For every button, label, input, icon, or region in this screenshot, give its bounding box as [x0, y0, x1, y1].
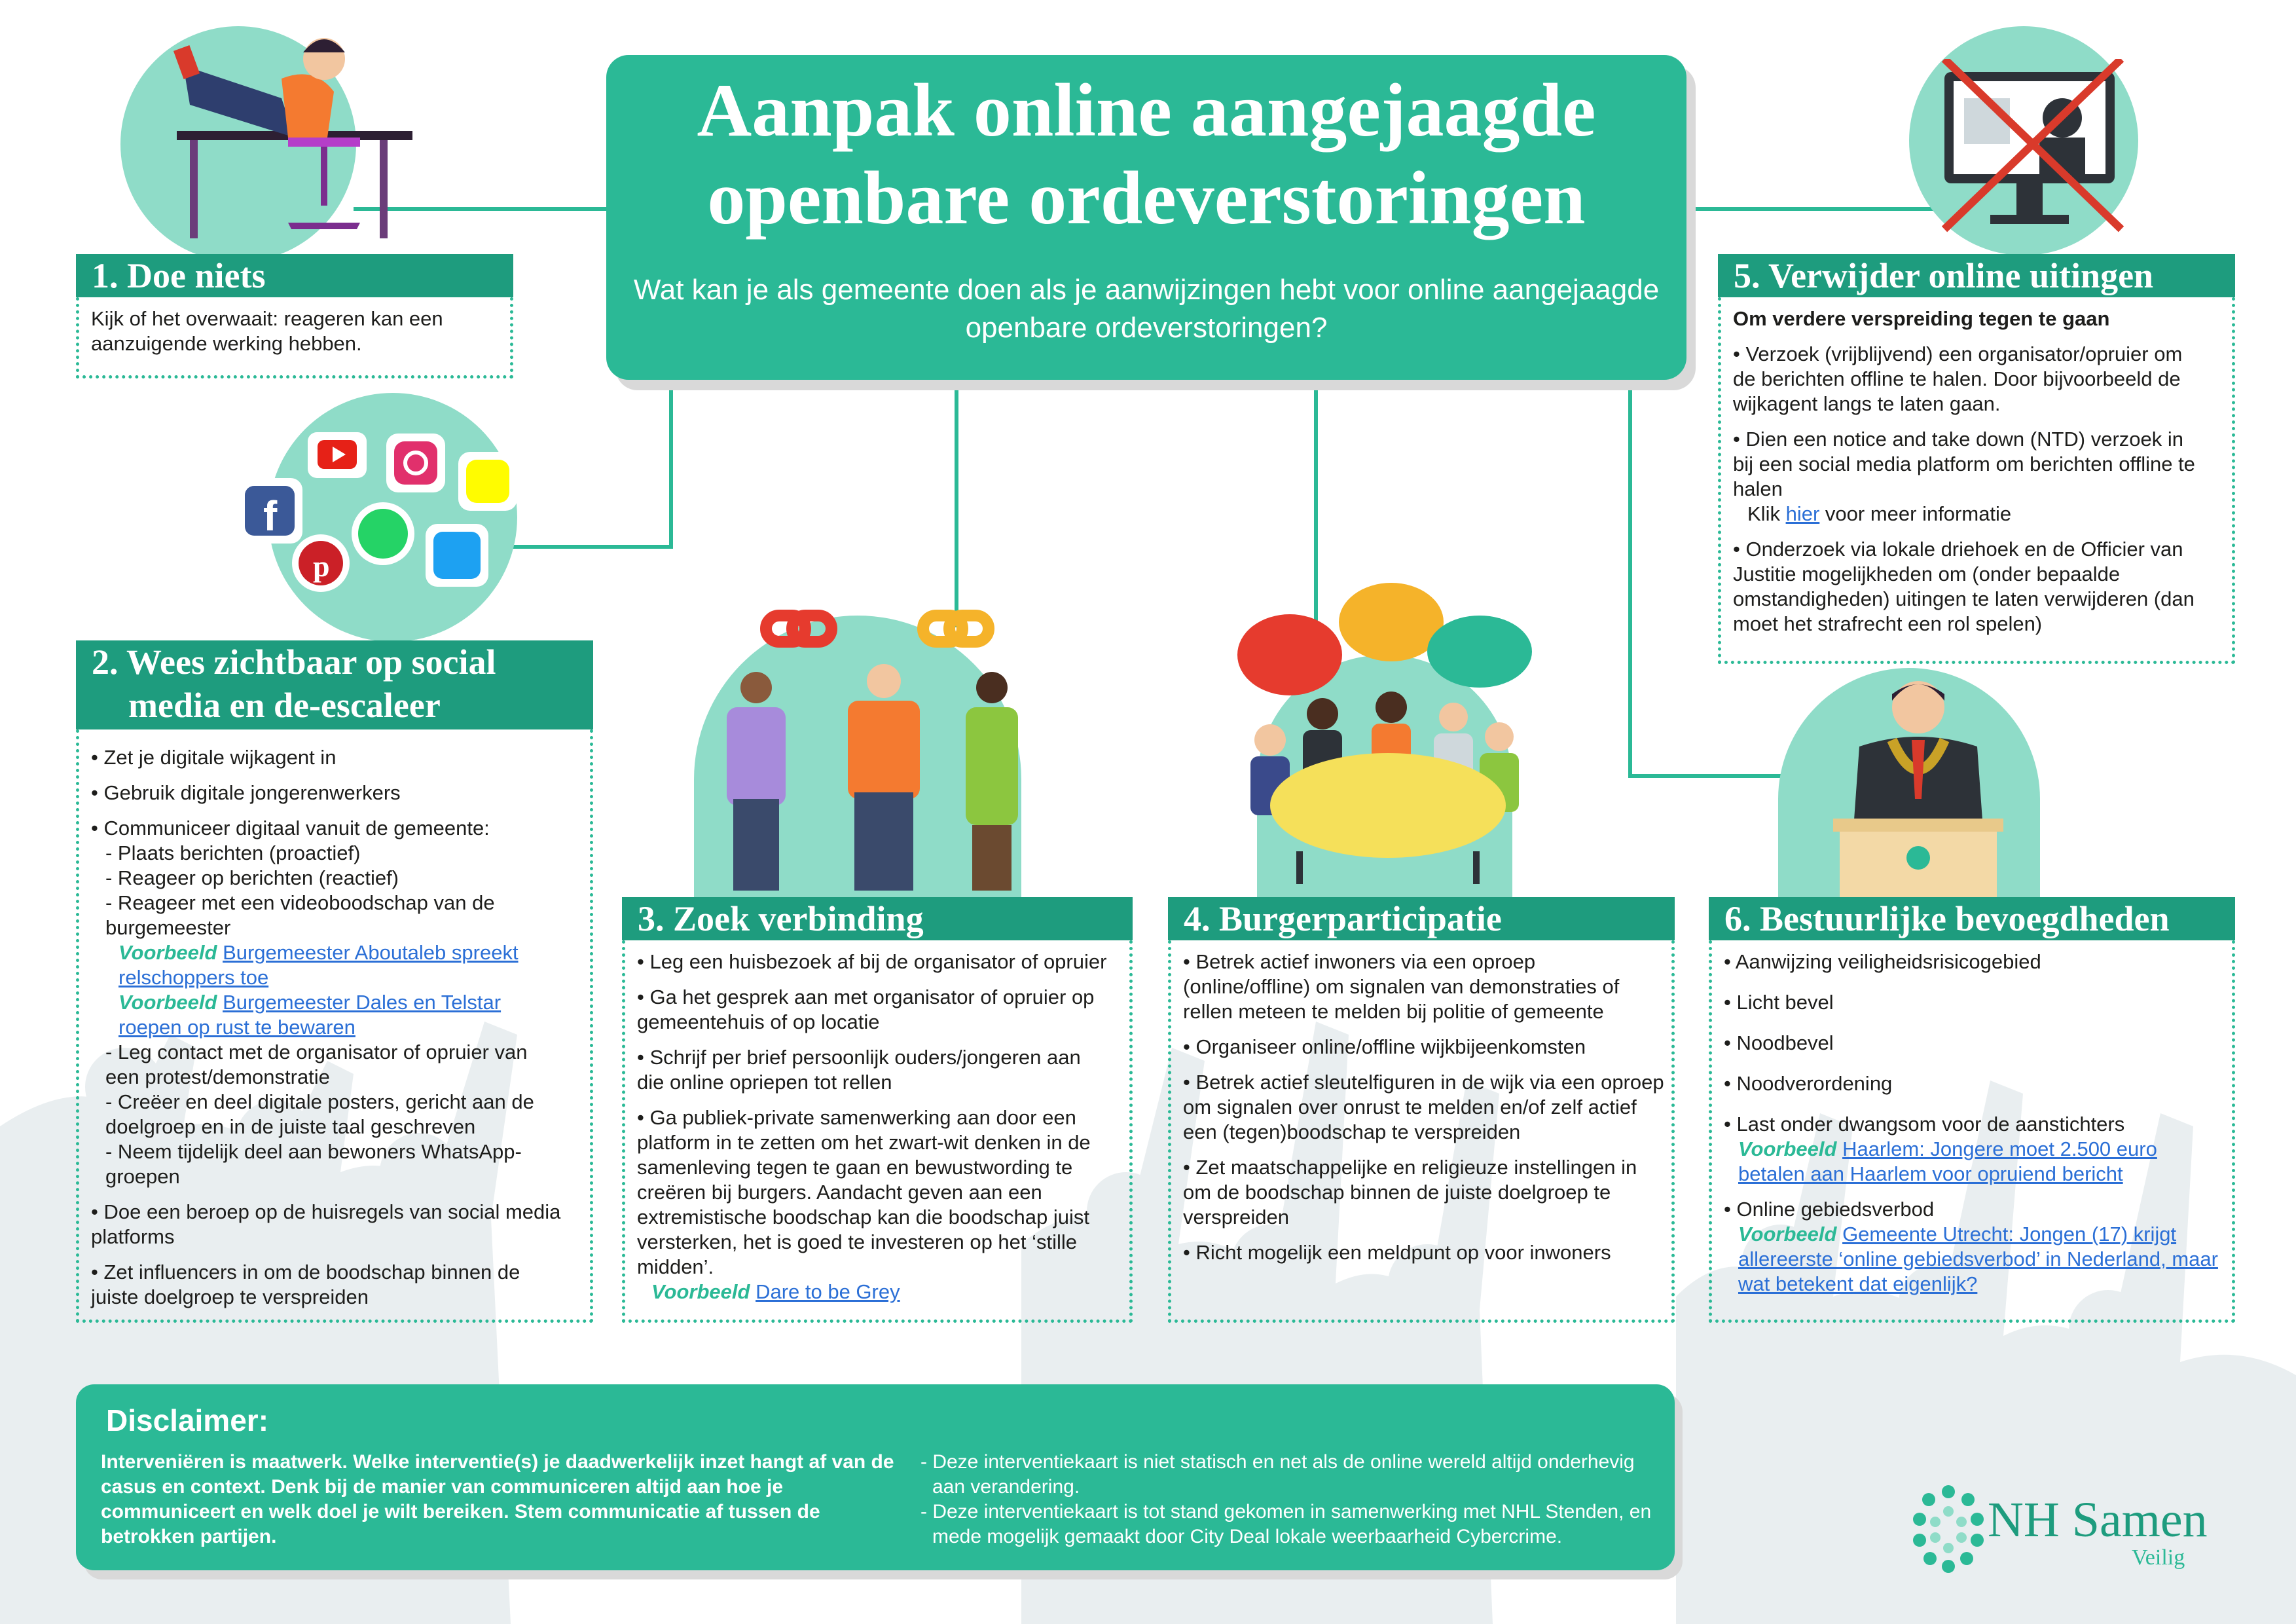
list-item: • Leg een huisbezoek af bij de organisator of opruier: [637, 950, 1107, 973]
list-item: • Licht bevel: [1724, 991, 1834, 1014]
section-4-header: 4. Burgerparticipatie: [1168, 897, 1675, 940]
list-subitem: - Reageer met een videoboodschap van de burgemeester: [105, 891, 495, 939]
connector-line: [1628, 774, 1785, 778]
connector-line: [1628, 378, 1632, 778]
connector-line: [1686, 207, 1961, 211]
list-item: • Last onder dwangsom voor de aanstichters: [1724, 1113, 2125, 1135]
section-3-header: 3. Zoek verbinding: [622, 897, 1133, 940]
list-item: • Betrek actief sleutelfiguren in de wijk via een oproep om signalen over onrust te melden en/of zelf actief een (tegen)boodschap te verspreiden: [1183, 1071, 1664, 1143]
list-item: • Dien een notice and take down (NTD) verzoek in bij een social media platform om berichten offline te halen: [1733, 428, 2195, 500]
section-2-header-line2: media en de-escaleer: [128, 686, 441, 725]
section-5-box: [1718, 297, 2235, 664]
example-link[interactable]: Haarlem: Jongere moet 2.500 euro betalen aan Haarlem voor opruiend bericht: [1738, 1137, 2157, 1185]
logo-name: NH Samen: [1988, 1492, 2208, 1547]
example-label: Voorbeeld: [1738, 1137, 1837, 1160]
list-subitem: - Plaats berichten (proactief): [105, 841, 361, 864]
example-link[interactable]: Dare to be Grey: [756, 1280, 900, 1303]
section-1-box: [76, 297, 513, 378]
removed-monitor-icon: [1925, 59, 2134, 242]
section-2-header-line1: 2. Wees zichtbaar op social: [92, 642, 496, 682]
example-link[interactable]: Burgemeester Aboutaleb spreekt relschoppers toe: [118, 941, 519, 989]
section-1-header: 1. Doe niets: [76, 254, 513, 297]
example-link[interactable]: Gemeente Utrecht: Jongen (17) krijgt allereerste ‘online gebiedsverbod’ in Nederland, maar wat betekent dat eigenlijk?: [1738, 1223, 2218, 1295]
svg-text:f: f: [263, 492, 278, 540]
list-subitem: - Leg contact met de organisator of opruier van een protest/demonstratie: [105, 1041, 528, 1088]
connector-line: [669, 378, 673, 549]
logo-dots-icon: [1909, 1483, 1988, 1574]
list-item: • Zet influencers in om de boodschap binnen de juiste doelgroep te verspreiden: [91, 1261, 520, 1308]
example-label: Voorbeeld: [118, 941, 217, 964]
logo-sub: Veilig: [2132, 1545, 2185, 1570]
section-4-box: [1168, 940, 1675, 1323]
disclaimer-title: Disclaimer:: [106, 1403, 269, 1437]
disclaimer-right: [920, 1450, 1667, 1549]
list-item: • Zet je digitale wijkagent in: [91, 746, 337, 769]
section-5-intro: Om verdere verspreiding tegen te gaan: [1733, 307, 2110, 330]
section-2-header: [76, 640, 593, 729]
section-2-box: [76, 729, 593, 1323]
disclaimer-note: - Deze interventiekaart is niet statisch en net als de online wereld altijd onderhevig aan verandering.: [920, 1451, 1635, 1498]
section-5-header: 5. Verwijder online uitingen: [1718, 254, 2235, 297]
list-item: • Verzoek (vrijblijvend) een organisator/opruier om de berichten offline te halen. Door bijvoorbeeld de wijkagent langs te laten gaan.: [1733, 342, 2183, 415]
list-item: • Ga het gesprek aan met organisator of opruier op gemeentehuis of op locatie: [637, 986, 1095, 1033]
section-3-box: [622, 940, 1133, 1323]
list-item: • Online gebiedsverbod: [1724, 1198, 1935, 1221]
list-item: • Aanwijzing veiligheidsrisicogebied: [1724, 950, 2041, 973]
list-subitem: - Reageer op berichten (reactief): [105, 866, 399, 889]
list-item: • Ga publiek-private samenwerking aan door een platform in te zetten om het zwart-wit denken in de samenleving tegen te gaan en bewustwording te creëren bij burgers. Aandacht geven aan een extremistische boodschap kan die boodschap juist versterken, het is goed te investeren op het ‘stille midden’.: [637, 1106, 1091, 1278]
disclaimer-note: - Deze interventiekaart is tot stand gekomen in samenwerking met NHL Stenden, en mede mogelijk gemaakt door City Deal lokale weerbaarheid Cybercrime.: [920, 1501, 1652, 1547]
list-item: • Zet maatschappelijke en religieuze instellingen in om de boodschap binnen de juiste doelgroep te verspreiden: [1183, 1156, 1637, 1228]
list-item: • Richt mogelijk een meldpunt op voor inwoners: [1183, 1241, 1611, 1264]
list-subitem: - Neem tijdelijk deel aan bewoners WhatsApp-groepen: [105, 1140, 522, 1188]
list-item: • Doe een beroep op de huisregels van social media platforms: [91, 1200, 561, 1248]
section-6-header: 6. Bestuurlijke bevoegdheden: [1709, 897, 2235, 940]
hier-link[interactable]: hier: [1785, 502, 1820, 525]
disclaimer-box: [76, 1384, 1675, 1570]
mayor-podium-icon: [1820, 668, 2016, 904]
list-subitem: - Creëer en deel digitale posters, gericht aan de doelgroep en in de juiste taal geschreven: [105, 1090, 534, 1138]
example-label: Voorbeeld: [651, 1280, 750, 1303]
section-1-text: Kijk of het overwaait: reageren kan een aanzuigende werking hebben.: [91, 307, 443, 355]
list-item: • Organiseer online/offline wijkbijeenkomsten: [1183, 1035, 1586, 1058]
handshake-people-icon: [707, 602, 1034, 891]
relaxing-person-icon: [164, 26, 412, 249]
example-label: Voorbeeld: [118, 991, 217, 1014]
example-label: Voorbeeld: [1738, 1223, 1837, 1246]
section-6-box: [1709, 940, 2235, 1323]
example-link[interactable]: Burgemeester Dales en Telstar roepen op rust te bewaren: [118, 991, 501, 1039]
list-item: • Schrijf per brief persoonlijk ouders/jongeren aan die online opriepen tot rellen: [637, 1046, 1081, 1094]
svg-text:p: p: [313, 549, 330, 583]
list-item: • Betrek actief inwoners via een oproep (online/offline) om signalen van demonstraties of rellen meteen te melden bij politie of gemeente: [1183, 950, 1620, 1023]
disclaimer-left-text: Interveniëren is maatwerk. Welke interventie(s) je daadwerkelijk inzet hangt af van de casus en context. Denk bij de manier van communiceren altijd aan hoe je communiceert en welk doel je wilt bereiken. Stem communicatie af tussen de betrokken partijen.: [101, 1451, 894, 1547]
list-item: • Onderzoek via lokale driehoek en de Officier van Justitie mogelijkheden om (onder bepaalde omstandigheden) uitingen te laten verwijderen (dan moet het strafrecht een rol spelen): [1733, 538, 2195, 635]
meer-info-text: voor meer informatie: [1825, 502, 2012, 525]
list-item: • Gebruik digitale jongerenwerkers: [91, 781, 401, 804]
klik-text: Klik: [1747, 502, 1780, 525]
nh-samen-veilig-logo: [1909, 1483, 2236, 1574]
title-box: [606, 55, 1686, 380]
page-subtitle: Wat kan je als gemeente doen als je aanwijzingen hebt voor online aangejaagde openbare ordeverstoringen?: [633, 274, 1660, 344]
list-item: • Noodbevel: [1724, 1031, 1834, 1054]
round-table-meeting-icon: [1231, 576, 1545, 891]
list-item: • Noodverordening: [1724, 1072, 1893, 1095]
social-media-icons: [236, 426, 530, 609]
page-title: Aanpak online aangejaagde openbare ordeverstoringen: [697, 69, 1596, 240]
connector-line: [955, 378, 958, 627]
connector-line: [511, 545, 673, 549]
list-item: • Communiceer digitaal vanuit de gemeente:: [91, 817, 490, 840]
